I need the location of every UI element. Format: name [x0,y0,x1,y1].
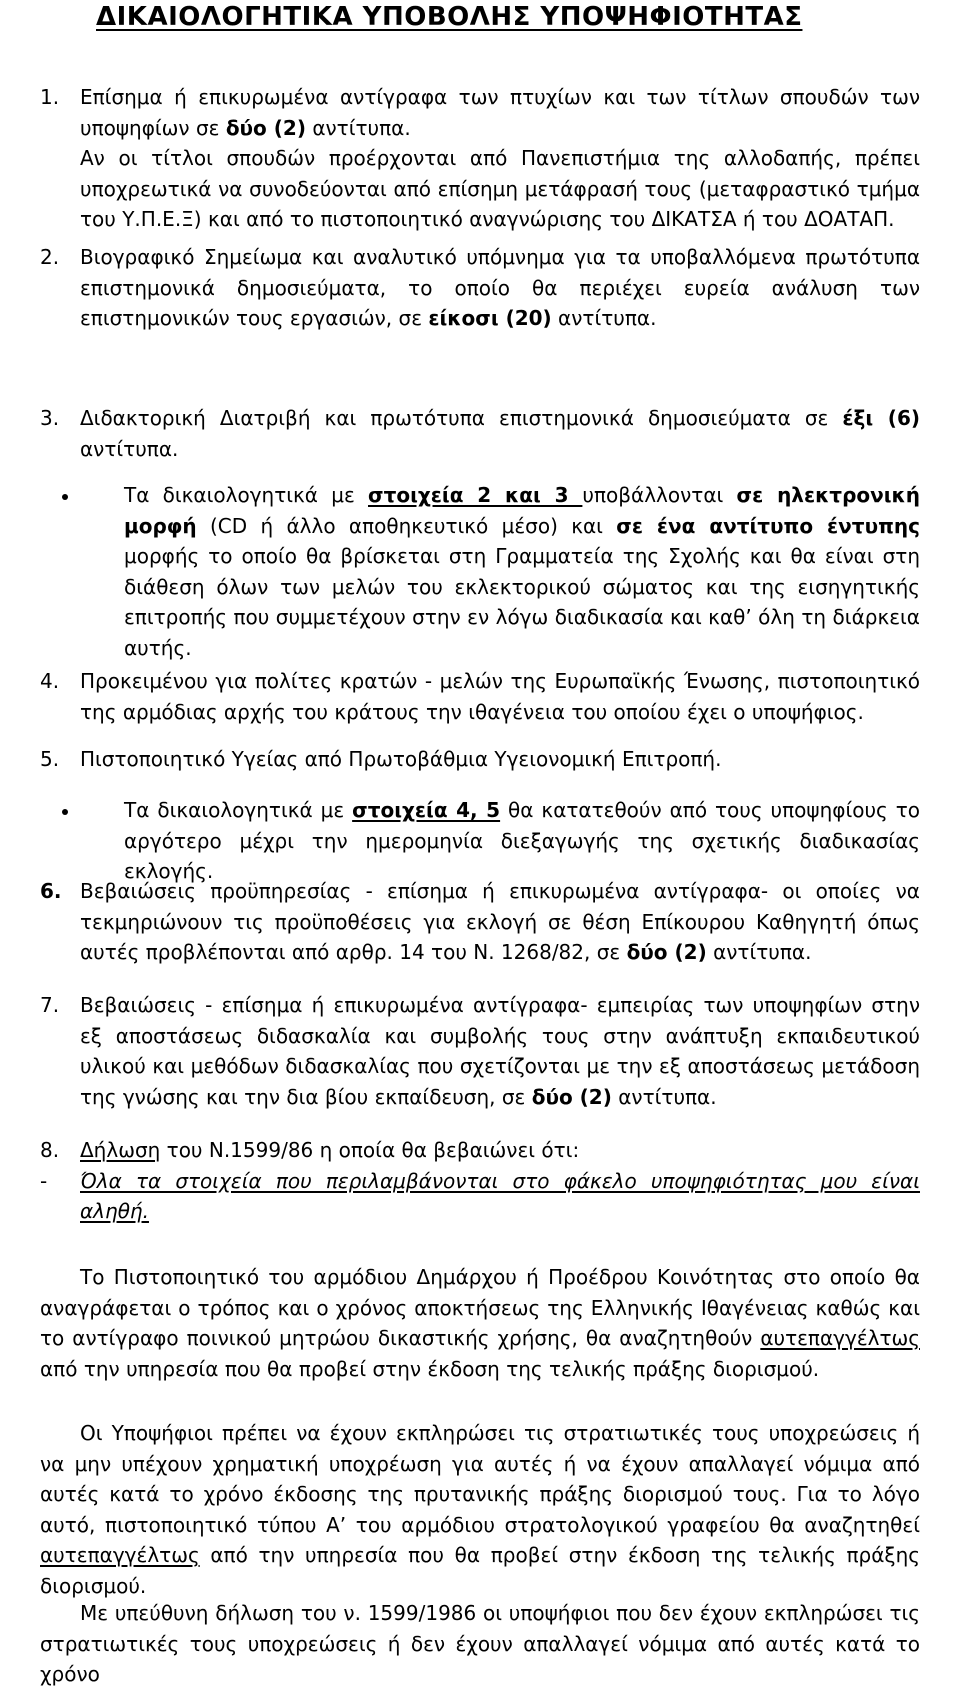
list-item-5 [40,744,920,775]
item-number: 3. [40,406,60,430]
item-text: Πιστοποιητικό Υγείας από Πρωτοβάθμια Υγειονομική Επιτροπή. [80,747,722,771]
list-item-8 [40,1135,920,1227]
copies-count: δύο (2) [626,940,707,964]
item-number: 7. [40,993,60,1017]
foreign-degrees-note: Αν οι τίτλοι σπουδών προέρχονται από Πανεπιστήμια της αλλοδαπής, πρέπει υποχρεωτικά να συνοδεύονται από επίσημη μετάφρασή τους (μεταφραστικό τμήμα του Υ.Π.Ε.Ξ) και από το πιστοποιητικό αναγνώρισης του ΔΙΚΑΤΣΑ ή του ΔΟΑΤΑΠ. [80,146,920,231]
copies-count: δύο (2) [531,1084,612,1109]
item-text: Βεβαιώσεις - επίσημα ή επικυρωμένα αντίγραφα- εμπειρίας των υποψηφίων στην εξ αποστάσεως διδασκαλία και συμβολής τους στην ανάπτυξη εκπαιδευτικού υλικού και μεθόδων διδασκαλίας που σχετίζονται με την εξ αποστάσεως μετάδοση της γνώσης και την δια βίου εκπαίδευση, σε δύο (2) αντίτυπα. [80,993,920,1109]
item-number: 5. [40,747,60,771]
item-text: Διδακτορική Διατριβή και πρωτότυπα επιστημονικά δημοσιεύματα σε έξι (6) αντίτυπα. [80,406,920,461]
item-text: Προκειμένου για πολίτες κρατών - μελών της Ευρωπαϊκής Ένωσης, πιστοποιητικό της αρμόδιας αρχής του κράτους την ιθαγένεια του οποίου έχει ο υποψήφιος. [80,669,920,724]
item-number: 1. [40,85,60,109]
bullet-icon [40,480,124,663]
dash-marker: - [40,1168,48,1193]
list-item-3 [40,403,920,464]
item-text: Επίσημα ή επικυρωμένα αντίγραφα των πτυχίων και των τίτλων σπουδών των υποψηφίων σε δύο (2) αντίτυπα. Αν οι τίτλοι σπουδών προέρχονται από Πανεπιστήμια της αλλοδαπής, πρέπει υποχρεωτικά να συνοδεύονται από επίσημη μετάφρασή τους (μεταφραστικό τμήμα του Υ.Π.Ε.Ξ) και από το πιστοποιητικό αναγνώρισης του ΔΙΚΑΤΣΑ ή του ΔΟΑΤΑΠ. [80,85,920,231]
declaration-statement: - Όλα τα στοιχεία που περιλαμβάνονται στο φάκελο υποψηφιότητας μου είναι αληθή. [40,1166,920,1227]
list-item-7 [40,990,920,1112]
item-number: 6. [40,879,62,903]
bullet-text: Τα δικαιολογητικά με στοιχεία 4, 5 θα κατατεθούν από τους υποψηφίους το αργότερο μέχρι την ημερομηνία διεξαγωγής της σχετικής διαδικασίας εκλογής. [124,798,920,883]
copies-count: έξι (6) [842,406,920,430]
item-text: Βιογραφικό Σημείωμα και αναλυτικό υπόμνημα για τα υποβαλλόμενα πρωτότυπα επιστημονικά δημοσιεύματα, το οποίο θα περιέχει ευρεία ανάλυση των επιστημονικών τους εργασιών, σε είκοσι (20) αντίτυπα. [80,245,920,330]
document-title: ΔΙΚΑΙΟΛΟΓΗΤΙΚΑ ΥΠΟΒΟΛΗΣ ΥΠΟΨΗΦΙΟΤΗΤΑΣ [96,2,803,32]
item-number: 4. [40,669,60,693]
paragraph-military-obligations: Οι Υποψήφιοι πρέπει να έχουν εκπληρώσει τις στρατιωτικές τους υποχρεώσεις ή να μην υπέχουν χρηματική υποχρέωση για αυτές ή να έχουν απαλλαγεί νόμιμα από αυτές κατά το χρόνο έκδοσης της πρυτανικής πράξης διορισμού τους. Για το λόγο αυτό, πιστοποιητικό τύπου Α’ του αρμόδιου στρατολογικού γραφείου θα αναζητηθεί αυτεπαγγέλτως από την υπηρεσία που θα προβεί στην έκδοση της τελικής πράξης διορισμού. [40,1421,920,1598]
bullet-note-1 [40,480,920,663]
list-item-6 [40,876,920,968]
item-text: Βεβαιώσεις προϋπηρεσίας - επίσημα ή επικυρωμένα αντίγραφα- οι οποίες να τεκμηριώνουν τις προϋποθέσεις για εκλογή σε θέση Επίκουρου Καθηγητή όπως αυτές προβλέπονται από αρθρ. 14 του Ν. 1268/82, σε δύο (2) αντίτυπα. [80,879,920,964]
copies-count: δύο (2) [225,115,306,140]
paragraph-solemn-declaration: Με υπεύθυνη δήλωση του ν. 1599/1986 οι υποψήφιοι που δεν έχουν εκπληρώσει τις στρατιωτικές τους υποχρεώσεις ή δεν έχουν απαλλαγεί νόμιμα από αυτές κατά το χρόνο [40,1601,920,1686]
bullet-note-2 [40,795,920,887]
copies-count: είκοσι (20) [428,306,552,330]
bullet-text: Τα δικαιολογητικά με στοιχεία 2 και 3 υποβάλλονται σε ηλεκτρονική μορφή (CD ή άλλο αποθηκευτικό μέσο) και σε ένα αντίτυπο έντυπης μορφής το οποίο θα βρίσκεται στη Γραμματεία της Σχολής και θα είναι στη διάθεση όλων των μελών του εκλεκτορικού σώματος και της εισηγητικής επιτροπής που συμμετέχουν στην εν λόγω διαδικασία και καθ’ όλη τη διάρκεια αυτής. [124,483,920,660]
list-item-2 [40,242,920,334]
item-text: Δήλωση του Ν.1599/86 η οποία θα βεβαιώνει ότι: [80,1138,580,1162]
bullet-icon [40,795,124,887]
list-item-1 [40,82,920,235]
item-number: 2. [40,245,60,269]
item-number: 8. [40,1138,60,1162]
paragraph-citizenship-certificate: Το Πιστοποιητικό του αρμόδιου Δημάρχου ή Προέδρου Κοινότητας στο οποίο θα αναγράφεται ο τρόπος και ο χρόνος αποκτήσεως της Ελληνικής Ιθαγένειας καθώς και το αντίγραφο ποινικού μητρώου δικαστικής χρήσης, θα αναζητηθούν αυτεπαγγέλτως από την υπηρεσία που θα προβεί στην έκδοση της τελικής πράξης διορισμού. [40,1265,920,1381]
list-item-4 [40,666,920,727]
